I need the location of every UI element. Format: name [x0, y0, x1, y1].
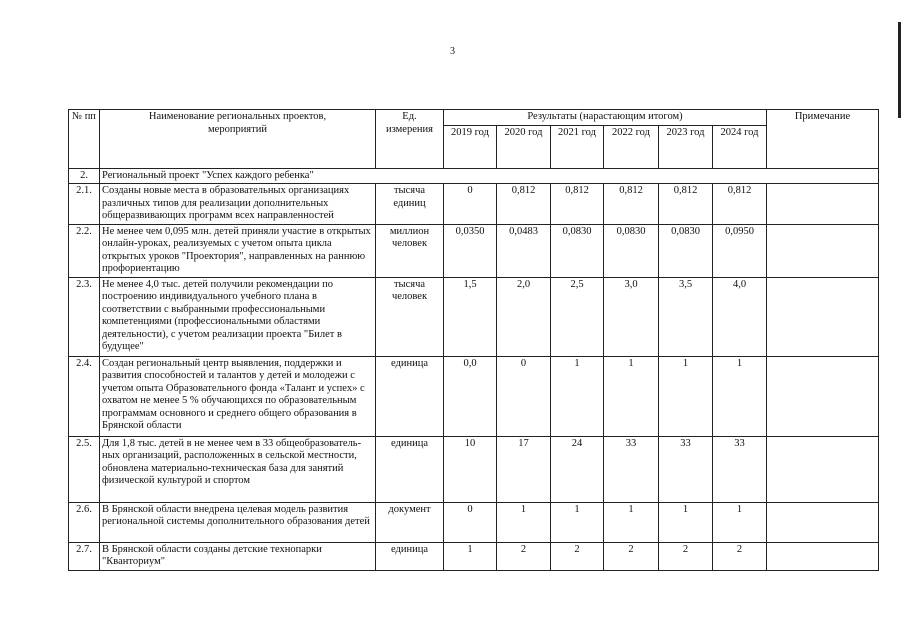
row-num: 2.4.: [69, 356, 100, 436]
row-num: 2.7.: [69, 542, 100, 570]
section-num: 2.: [69, 168, 100, 184]
section-row: [69, 168, 879, 184]
row-value-2020: 0,812: [497, 184, 551, 225]
row-value-2020: 1: [497, 502, 551, 542]
header-year-2021: 2021 год: [551, 125, 604, 168]
header-num: № пп: [69, 110, 100, 169]
row-value-2021: 2,5: [551, 277, 604, 356]
row-value-2021: 0,812: [551, 184, 604, 225]
header-unit-line1: Ед.: [402, 111, 417, 122]
row-value-2024: 33: [713, 436, 767, 502]
table-row: [69, 542, 879, 570]
row-value-2019: 0,0: [444, 356, 497, 436]
row-num: 2.1.: [69, 184, 100, 225]
row-unit: документ: [376, 502, 444, 542]
row-value-2021: 24: [551, 436, 604, 502]
header-name: [100, 110, 376, 169]
row-value-2020: 0: [497, 356, 551, 436]
header-name-line2: мероприятий: [208, 123, 267, 135]
row-value-2021: 1: [551, 356, 604, 436]
row-unit: единица: [376, 436, 444, 502]
row-value-2023: 1: [659, 502, 713, 542]
row-value-2023: 3,5: [659, 277, 713, 356]
row-value-2021: 1: [551, 502, 604, 542]
row-note: [767, 436, 879, 502]
header-unit-line2: измерения: [386, 123, 433, 135]
row-name: Созданы новые места в образовательных организациях различных типов для реализации дополнительных общеразвивающих программ всех направленностей: [100, 184, 376, 225]
row-unit: единица: [376, 542, 444, 570]
row-value-2020: 2: [497, 542, 551, 570]
row-note: [767, 224, 879, 277]
header-unit: [376, 110, 444, 169]
row-value-2019: 1,5: [444, 277, 497, 356]
row-value-2021: 2: [551, 542, 604, 570]
row-name: Для 1,8 тыс. детей в не менее чем в 33 общеобразователь-ных организаций, расположенных в сельской местности, обновлена материально-техническая база для занятий физической культурой и спортом: [100, 436, 376, 502]
row-value-2022: 33: [604, 436, 659, 502]
section-title: Региональный проект "Успех каждого ребенка": [100, 168, 879, 184]
row-value-2022: 1: [604, 502, 659, 542]
table-row: [69, 436, 879, 502]
row-num: 2.6.: [69, 502, 100, 542]
row-unit: тысяча единиц: [376, 184, 444, 225]
row-value-2024: 2: [713, 542, 767, 570]
row-note: [767, 356, 879, 436]
row-value-2024: 1: [713, 356, 767, 436]
scan-edge-line: [898, 22, 901, 118]
table-row: [69, 502, 879, 542]
row-note: [767, 277, 879, 356]
row-value-2022: 0,812: [604, 184, 659, 225]
row-value-2020: 2,0: [497, 277, 551, 356]
row-value-2019: 10: [444, 436, 497, 502]
row-value-2022: 3,0: [604, 277, 659, 356]
table-row: [69, 277, 879, 356]
row-note: [767, 184, 879, 225]
row-value-2022: 2: [604, 542, 659, 570]
table-row: [69, 224, 879, 277]
row-unit: миллион человек: [376, 224, 444, 277]
row-value-2024: 0,0950: [713, 224, 767, 277]
row-name: В Брянской области внедрена целевая модель развития региональной системы дополнительного образования детей: [100, 502, 376, 542]
header-year-2023: 2023 год: [659, 125, 713, 168]
row-unit: единица: [376, 356, 444, 436]
row-name: Не менее чем 0,095 млн. детей приняли участие в открытых онлайн-уроках, реализуемых с учетом опыта цикла открытых уроков "Проектория", направленных на раннюю профориентацию: [100, 224, 376, 277]
row-name: Создан региональный центр выявления, поддержки и развития способностей и талантов у детей и молодежи с учетом опыта Образовательного фонда «Талант и успех» с охватом не менее 5 % обучающихся по образовательным программам основного и среднего общего образования в Брянской области: [100, 356, 376, 436]
table-row: [69, 356, 879, 436]
row-value-2019: 0,0350: [444, 224, 497, 277]
row-value-2023: 33: [659, 436, 713, 502]
row-value-2020: 17: [497, 436, 551, 502]
row-value-2022: 0,0830: [604, 224, 659, 277]
row-value-2024: 0,812: [713, 184, 767, 225]
row-note: [767, 542, 879, 570]
table-row: [69, 184, 879, 225]
header-results: Результаты (нарастающим итогом): [444, 110, 767, 126]
row-value-2024: 4,0: [713, 277, 767, 356]
row-value-2019: 1: [444, 542, 497, 570]
row-name: В Брянской области созданы детские технопарки "Кванториум": [100, 542, 376, 570]
row-value-2019: 0: [444, 184, 497, 225]
row-name: Не менее 4,0 тыс. детей получили рекомендации по построению индивидуального учебного плана в соответствии с выбранными профессиональными компетенциями (профессиональными областями деятельности), с учетом реализации проекта "Билет в будущее": [100, 277, 376, 356]
results-table: [68, 109, 879, 571]
row-num: 2.3.: [69, 277, 100, 356]
header-year-2022: 2022 год: [604, 125, 659, 168]
row-value-2021: 0,0830: [551, 224, 604, 277]
row-value-2019: 0: [444, 502, 497, 542]
row-num: 2.5.: [69, 436, 100, 502]
row-value-2023: 2: [659, 542, 713, 570]
row-note: [767, 502, 879, 542]
header-note: Примечание: [767, 110, 879, 169]
row-value-2023: 0,812: [659, 184, 713, 225]
row-value-2022: 1: [604, 356, 659, 436]
row-value-2023: 0,0830: [659, 224, 713, 277]
row-num: 2.2.: [69, 224, 100, 277]
row-value-2020: 0,0483: [497, 224, 551, 277]
row-value-2023: 1: [659, 356, 713, 436]
header-name-line1: Наименование региональных проектов,: [148, 111, 327, 122]
page-number: 3: [450, 46, 455, 57]
row-value-2024: 1: [713, 502, 767, 542]
header-year-2019: 2019 год: [444, 125, 497, 168]
row-unit: тысяча человек: [376, 277, 444, 356]
header-year-2024: 2024 год: [713, 125, 767, 168]
header-year-2020: 2020 год: [497, 125, 551, 168]
header-row-1: [69, 110, 879, 126]
